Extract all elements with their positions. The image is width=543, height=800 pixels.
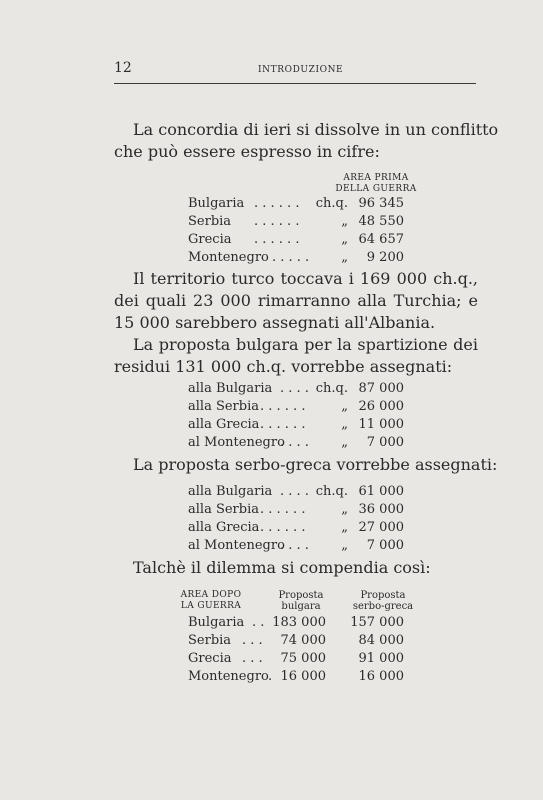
paragraph-serbo-greek [114,454,498,476]
text-line: 15 000 sarebbero assegnati all'Albania. [114,313,436,332]
paragraph-intro [114,119,499,163]
column-header-serbo-greek: Proposta serbo-greca [352,590,414,612]
book-page: 12 INTRODUZIONE La concordia di ieri si dissolve in un conflitto che può essere espresso in cifre: AREA PRIMA DELLA GUERRA Bulgaria . . . . . . ch.q. 96 345 Serbia . . . . . . „ 48 550 Grecia . . . . . . „ 64 657 Montenegro . . . . . „ 9 200 Il territorio turco toccava i 169 000 ch.q., dei quali 23 000 rimarranno alla Turchia; e 15 000 sarebbero assegnati all'Albania. La proposta bulgara per la spartizione dei residui 131 000 ch.q. vorrebbe assegnati: alla Bulgaria . . . . ch.q. 87 000 alla Serbia . . . . . . „ 26 000 alla Grecia . . . . . . „ 11 000 al Montenegro . . . . „ 7 000 La proposta serbo-greca vorrebbe assegnati: alla Bulgaria . . . . ch.q. 61 000 alla Serbia . . . . . . „ 36 000 alla Grecia . . . . . . „ 27 000 al Montenegro . . . . „ 7 000 Talchè il dilemma si compendia così: AREA DOPO LA GUERRA Proposta bulgara Proposta serbo-greca Bulgaria . . 183 000 157 000 Serbia . . . 74 000 84 000 Grecia . . . 75 000 91 000 Montenegro . 16 000 16 000 [114,60,499,684]
text-line: La concordia di ieri si dissolve in un conflitto [133,120,499,139]
text-line: residui 131 000 ch.q. vorrebbe assegnati: [114,357,453,376]
text-line: La proposta serbo-greca vorrebbe assegnati: [133,455,498,474]
running-title: INTRODUZIONE [258,65,344,75]
text-line: Il territorio turco toccava i 169 000 ch.q., [133,269,478,288]
text-line: La proposta bulgara per la spartizione dei [133,335,478,354]
text-line: che può essere espresso in cifre: [114,142,380,161]
page-number: 12 [114,60,132,76]
paragraph-territory [114,268,478,378]
column-header-area-prima: AREA PRIMA DELLA GUERRA [335,173,417,194]
paragraph-dilemma [114,557,478,579]
column-header-bulgarian: Proposta bulgara [278,590,324,612]
text-line: dei quali 23 000 rimarranno alla Turchia; e [114,291,478,310]
text-line: Talchè il dilemma si compendia così: [133,558,431,577]
header-rule [114,83,476,84]
column-header-area-after: AREA DOPO LA GUERRA [180,590,242,611]
